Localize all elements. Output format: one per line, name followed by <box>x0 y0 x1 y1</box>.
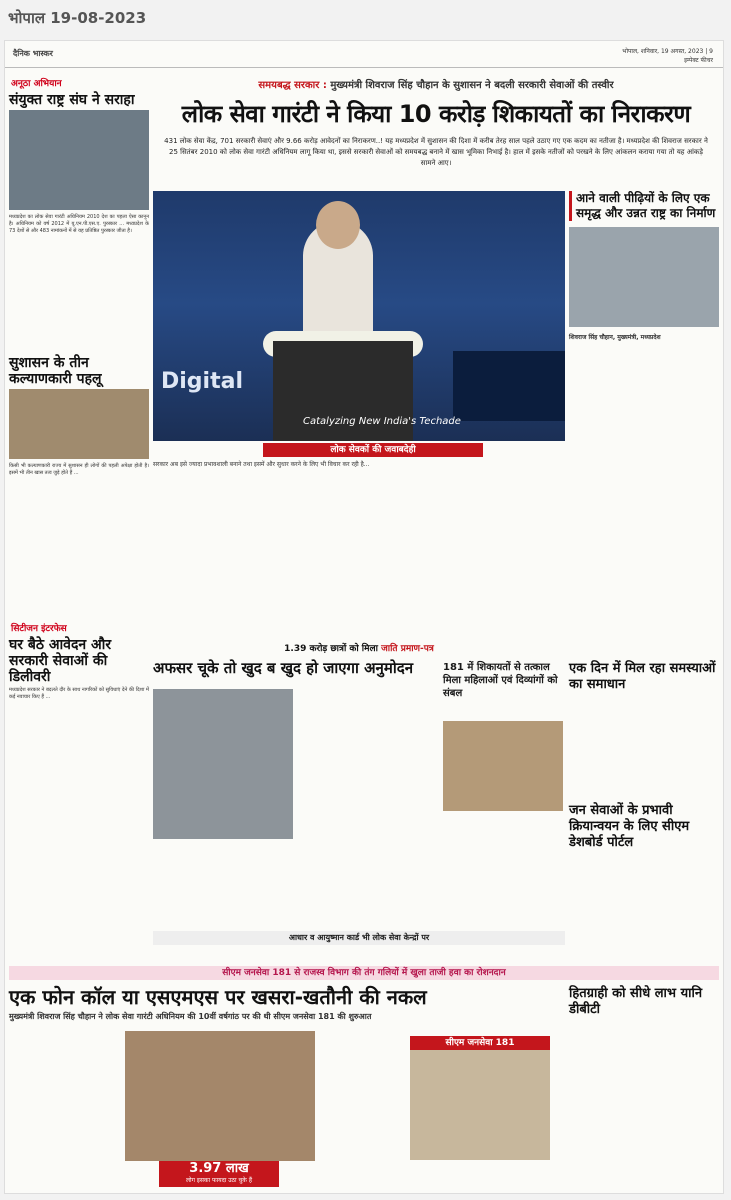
cm-message-box <box>569 191 719 661</box>
beneficiary-count-label: लोग इसका फायदा उठा चुके हैं <box>185 1177 253 1184</box>
box-headline: घर बैठे आवेदन और सरकारी सेवाओं की डिलीवरी <box>9 637 112 685</box>
body-paragraph: सरकार अब इसे ज्यादा प्रभावशाली बनाने तथा इसमें और सुधार करने के लिए भी विचार कर रही है... <box>153 461 370 468</box>
un-assembly-photo <box>9 110 149 210</box>
caller-photo <box>410 1050 550 1160</box>
beneficiaries-photo <box>443 721 563 811</box>
cm-jansewa-band: सीएम जनसेवा 181 से राजस्व विभाग की तंग गलियों में खुला ताजी हवा का रोशनदान <box>9 966 719 980</box>
hero-photo <box>153 191 565 441</box>
khasra-headline: एक फोन कॉल या एसएमएस पर खसरा-खतौनी की नकल <box>9 985 427 1009</box>
box-body: मध्यप्रदेश सरकार ने बदलते दौर के साथ नागरिकों को सुविधाएं देने की दिशा में कई नवाचार किए हैं ... <box>9 687 149 700</box>
cm-message-headline: आने वाली पीढ़ियों के लिए एक समृद्ध और उन्नत राष्ट्र का निर्माण <box>569 191 719 221</box>
box-headline: संयुक्त राष्ट्र संघ ने सराहा <box>9 92 135 108</box>
box-headline: सुशासन के तीन कल्याणकारी पहलू <box>9 355 102 387</box>
khasra-subheadline: मुख्यमंत्री शिवराज सिंह चौहान ने लोक सेवा गारंटी अधिनियम की 10वीं वर्षगांठ पर की थी सीएम जनसेवा 181 की शुरुआत <box>9 1012 372 1021</box>
dateline: भोपाल, शनिवार, 19 अगस्त, 2023 | 9 <box>622 48 713 55</box>
cm-jansewa-box <box>410 1036 550 1186</box>
newspaper-brand: दैनिक भास्कर <box>13 49 53 58</box>
panel-headline: अफसर चूके तो खुद ब खुद हो जाएगा अनुमोदन <box>153 659 414 677</box>
main-headline: लोक सेवा गारंटी ने किया 10 करोड़ शिकायतों का निराकरण <box>181 100 691 128</box>
villagers-photo <box>9 389 149 459</box>
backdrop-caption: Catalyzing New India's Techade <box>303 416 461 427</box>
aadhaar-strip: आधार व आयुष्मान कार्ड भी लोक सेवा केन्द्रों पर <box>153 931 565 945</box>
dbt-box <box>569 986 719 1018</box>
kicker-text: मुख्यमंत्री शिवराज सिंह चौहान के सुशासन ने बदली सरकारी सेवाओं की तस्वीर <box>330 80 614 91</box>
event-screen <box>453 351 565 421</box>
box-body: मध्यप्रदेश का लोक सेवा गारंटी अधिनियम 2010 देश का पहला ऐसा कानून है। अधिनियम को वर्ष 2012 में यू.एन.पी.एस.ए. पुरस्कार ... मध्यप्रदेश के 73 देशों से और 483 नामांकनों में से यह प्रतिष्ठित पुरस्कार जीता है। <box>9 214 149 234</box>
masthead <box>5 41 723 68</box>
impact-feature-label: इम्पेक्ट फीचर <box>684 57 713 64</box>
citizen-interface-box <box>9 616 149 701</box>
box-body: किसी भी कल्याणकारी राज्य में सुशासन ही लोगों की पहली अपेक्षा होती है। इसमें भी तीन खास तत्व जुड़े होते हैं ... <box>9 463 149 476</box>
cm-jansewa-heading: सीएम जनसेवा 181 <box>410 1036 550 1050</box>
speaker-head <box>316 201 360 249</box>
service-center-photo <box>569 227 719 327</box>
panel-kicker-text: 1.39 करोड़ छात्रों को मिला <box>284 644 378 654</box>
same-day-resolution-headline: एक दिन में मिल रहा समस्याओं का समाधान <box>569 661 716 692</box>
digital-backdrop-text: Digital <box>161 369 243 394</box>
caste-certificate-panel <box>153 641 565 961</box>
newspaper-page <box>4 40 724 1194</box>
dbt-headline: हितग्राही को सीधे लाभ यानि डीबीटी <box>569 986 703 1017</box>
kicker-label: समयबद्ध सरकार : <box>258 80 327 91</box>
panel-kicker <box>153 641 565 654</box>
viewer-top-bar <box>0 0 731 40</box>
kicker <box>153 77 719 91</box>
helpline-headline: 181 में शिकायतों से तत्काल मिला महिलाओं एवं दिव्यांगों को संबल <box>443 662 558 699</box>
panel-kicker-highlight: जाति प्रमाण-पत्र <box>381 644 434 654</box>
un-praise-box <box>9 71 149 235</box>
edition-city-date: भोपाल 19-08-2023 <box>8 9 147 27</box>
box-tag: अनूठा अभियान <box>11 79 62 89</box>
accountability-band: लोक सेवकों की जवाबदेही <box>263 443 483 457</box>
beneficiary-count: 3.97 लाख <box>189 1161 249 1176</box>
good-governance-box <box>9 353 149 477</box>
cm-signature: शिवराज सिंह चौहान, मुख्यमंत्री, मध्यप्रदेश <box>569 334 661 341</box>
box-tag: सिटीजन इंटरफेस <box>11 624 67 634</box>
right-column <box>569 661 719 851</box>
farmers-photo <box>125 1031 315 1161</box>
main-headline-block <box>153 77 719 169</box>
cm-dashboard-headline: जन सेवाओं के प्रभावी क्रियान्वयन के लिए सीएम डेशबोर्ड पोर्टल <box>569 803 690 850</box>
service-counter-photo <box>153 689 293 839</box>
main-body-text <box>153 461 565 469</box>
beneficiary-count-badge <box>159 1161 279 1187</box>
intro-paragraph: 431 लोक सेवा केंद्र, 701 सरकारी सेवाएं और 9.66 करोड़ आवेदनों का निराकरण..! यह मध्यप्रदेश में सुशासन की दिशा में करीब तेरह साल पहले उठाए गए एक कदम का नतीजा है। मध्यप्रदेश की शिवराज सरकार ने 25 सितंबर 2010 को लोक सेवा गारंटी अधिनियम लागू किया था, इससे सरकारी सेवाओं को समयबद्ध बनाने में खास भूमिका निभाई है। हाल में इसके नतीजों को परखने के लिए आंकलन कराया गया तो यह आंकड़े सामने आए। <box>164 137 708 167</box>
